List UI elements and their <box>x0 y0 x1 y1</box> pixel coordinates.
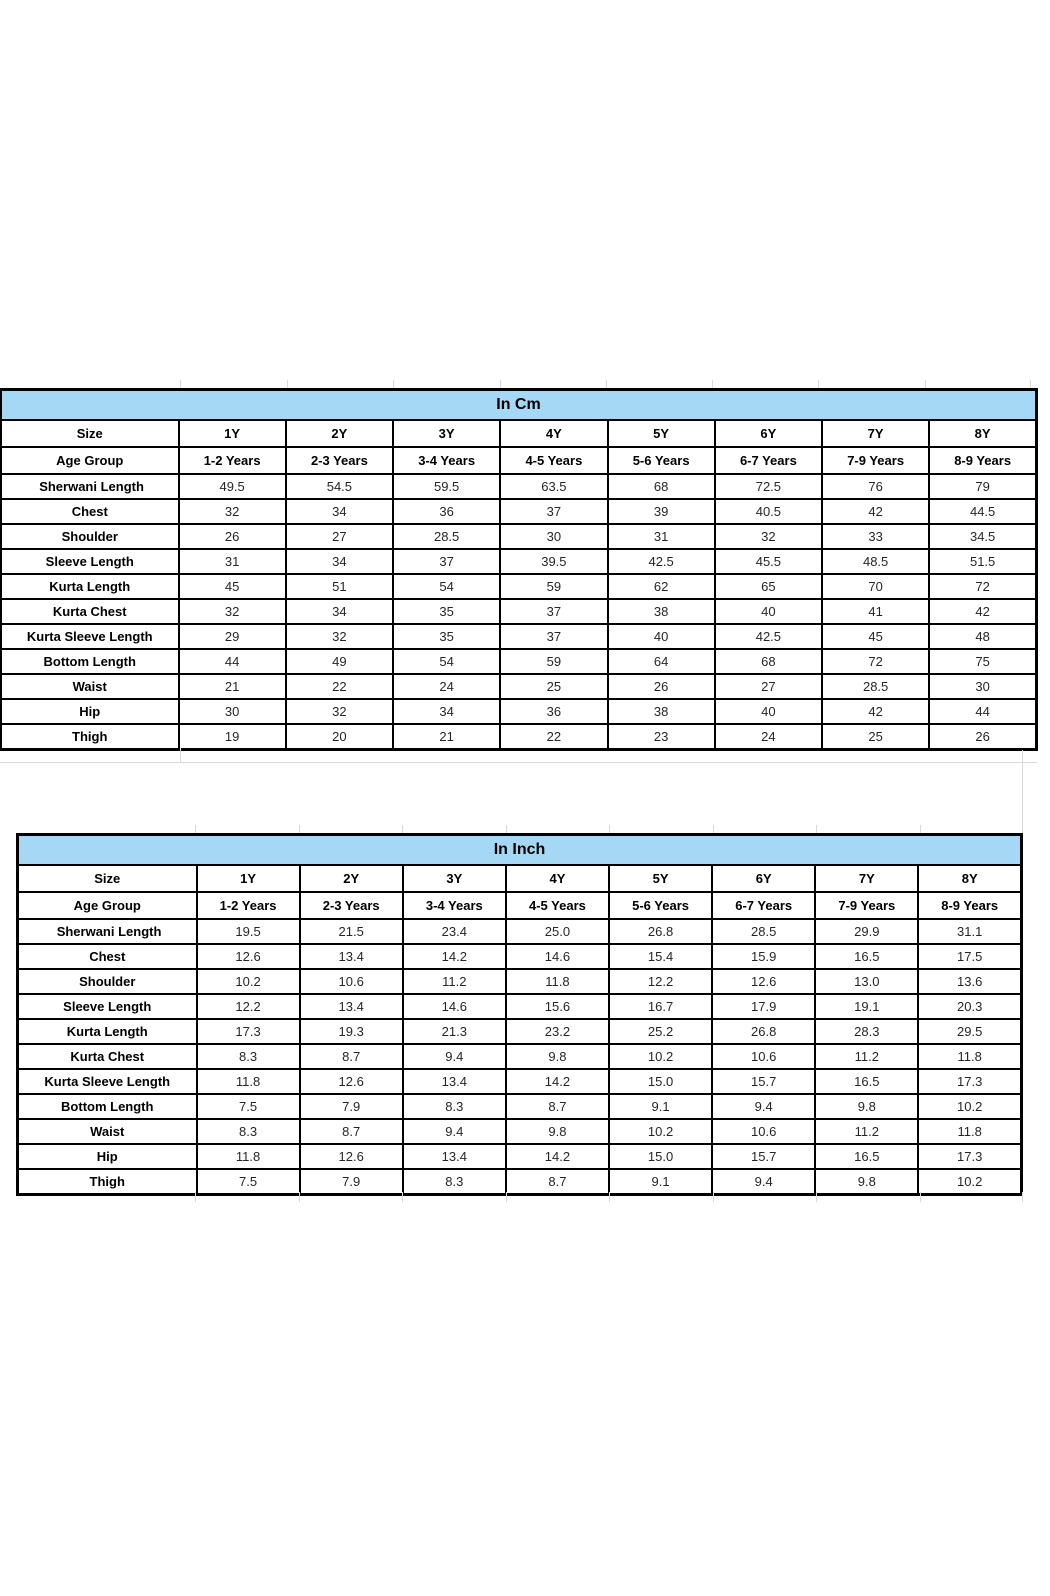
measurement-value-cell: 32 <box>286 699 393 724</box>
header-row <box>1 447 1037 474</box>
header-cell: 5Y <box>608 420 715 447</box>
measurement-label: Kurta Sleeve Length <box>18 1069 197 1094</box>
measurement-value-cell: 45 <box>822 624 929 649</box>
measurement-value-cell: 51 <box>286 574 393 599</box>
measurement-value-cell: 7.5 <box>197 1169 300 1194</box>
measurement-value-cell: 30 <box>500 524 607 549</box>
header-cell: 6-7 Years <box>715 447 822 474</box>
measurement-value-cell: 38 <box>608 699 715 724</box>
measurement-label: Kurta Length <box>1 574 179 599</box>
measurement-value-cell: 10.2 <box>918 1094 1021 1119</box>
measurement-value-cell: 72 <box>822 649 929 674</box>
measurement-value-cell: 15.0 <box>609 1069 712 1094</box>
measurement-value-cell: 45.5 <box>715 549 822 574</box>
header-row <box>18 865 1022 892</box>
spreadsheet-gridline <box>180 380 181 388</box>
measurement-value-cell: 68 <box>608 474 715 499</box>
measurement-value-cell: 9.4 <box>403 1044 506 1069</box>
measurement-value-cell: 40 <box>608 624 715 649</box>
measurement-row <box>1 624 1037 649</box>
table-title: In Inch <box>18 835 1022 866</box>
measurement-value-cell: 26.8 <box>609 919 712 944</box>
measurement-value-cell: 10.2 <box>609 1044 712 1069</box>
header-cell: 6Y <box>715 420 822 447</box>
measurement-value-cell: 39.5 <box>500 549 607 574</box>
measurement-value-cell: 49 <box>286 649 393 674</box>
measurement-value-cell: 40.5 <box>715 499 822 524</box>
measurement-value-cell: 14.2 <box>506 1069 609 1094</box>
measurement-value-cell: 16.5 <box>815 944 918 969</box>
spreadsheet-gridline <box>609 825 610 833</box>
spreadsheet-gridline <box>500 380 501 388</box>
measurement-value-cell: 34 <box>286 549 393 574</box>
header-cell: 2Y <box>300 865 403 892</box>
measurement-value-cell: 49.5 <box>179 474 286 499</box>
measurement-value-cell: 15.7 <box>712 1069 815 1094</box>
measurement-value-cell: 12.6 <box>300 1069 403 1094</box>
header-cell: 2-3 Years <box>300 892 403 919</box>
spreadsheet-gridline <box>713 825 714 833</box>
measurement-value-cell: 11.8 <box>918 1044 1021 1069</box>
measurement-row <box>1 599 1037 624</box>
measurement-value-cell: 10.2 <box>609 1119 712 1144</box>
measurement-row <box>1 474 1037 499</box>
measurement-value-cell: 7.5 <box>197 1094 300 1119</box>
header-cell: 8Y <box>918 865 1021 892</box>
header-cell: 7-9 Years <box>822 447 929 474</box>
spreadsheet-gridline <box>402 1192 403 1202</box>
measurement-value-cell: 25.0 <box>506 919 609 944</box>
measurement-value-cell: 59.5 <box>393 474 500 499</box>
spreadsheet-gridline <box>713 1192 714 1202</box>
measurement-value-cell: 28.5 <box>822 674 929 699</box>
spreadsheet-gridline <box>816 825 817 833</box>
measurement-value-cell: 25.2 <box>609 1019 712 1044</box>
measurement-value-cell: 9.1 <box>609 1094 712 1119</box>
header-cell: 5-6 Years <box>609 892 712 919</box>
measurement-value-cell: 37 <box>500 599 607 624</box>
measurement-value-cell: 11.8 <box>506 969 609 994</box>
measurement-row <box>18 1044 1022 1069</box>
measurement-value-cell: 31 <box>179 549 286 574</box>
measurement-value-cell: 42 <box>929 599 1036 624</box>
measurement-value-cell: 12.6 <box>712 969 815 994</box>
measurement-value-cell: 20 <box>286 724 393 749</box>
measurement-row <box>18 1144 1022 1169</box>
measurement-value-cell: 22 <box>286 674 393 699</box>
measurement-value-cell: 26 <box>608 674 715 699</box>
measurement-value-cell: 19 <box>179 724 286 749</box>
measurement-value-cell: 33 <box>822 524 929 549</box>
measurement-value-cell: 37 <box>500 499 607 524</box>
measurement-value-cell: 31.1 <box>918 919 1021 944</box>
measurement-value-cell: 14.6 <box>403 994 506 1019</box>
measurement-label: Sherwani Length <box>1 474 179 499</box>
measurement-row <box>1 524 1037 549</box>
measurement-row <box>1 574 1037 599</box>
measurement-value-cell: 11.2 <box>815 1119 918 1144</box>
spreadsheet-gridline <box>0 762 1037 763</box>
measurement-label: Bottom Length <box>1 649 179 674</box>
measurement-value-cell: 36 <box>500 699 607 724</box>
measurement-row <box>18 1019 1022 1044</box>
measurement-value-cell: 13.4 <box>403 1144 506 1169</box>
measurement-value-cell: 62 <box>608 574 715 599</box>
measurement-label: Kurta Chest <box>1 599 179 624</box>
measurement-value-cell: 19.1 <box>815 994 918 1019</box>
measurement-value-cell: 10.2 <box>918 1169 1021 1194</box>
spreadsheet-gridline <box>920 1192 921 1202</box>
measurement-value-cell: 21 <box>393 724 500 749</box>
header-row-label: Age Group <box>18 892 197 919</box>
measurement-value-cell: 21.3 <box>403 1019 506 1044</box>
measurement-value-cell: 9.8 <box>815 1169 918 1194</box>
measurement-value-cell: 17.3 <box>918 1069 1021 1094</box>
measurement-value-cell: 17.9 <box>712 994 815 1019</box>
measurement-value-cell: 12.6 <box>300 1144 403 1169</box>
measurement-label: Thigh <box>1 724 179 749</box>
header-cell: 6Y <box>712 865 815 892</box>
measurement-value-cell: 72 <box>929 574 1036 599</box>
header-cell: 7Y <box>822 420 929 447</box>
measurement-value-cell: 7.9 <box>300 1094 403 1119</box>
measurement-label: Sherwani Length <box>18 919 197 944</box>
header-cell: 1-2 Years <box>179 447 286 474</box>
measurement-value-cell: 41 <box>822 599 929 624</box>
measurement-value-cell: 37 <box>393 549 500 574</box>
header-cell: 4Y <box>500 420 607 447</box>
measurement-value-cell: 23.4 <box>403 919 506 944</box>
measurement-value-cell: 32 <box>715 524 822 549</box>
header-cell: 7Y <box>815 865 918 892</box>
spreadsheet-gridline <box>818 380 819 388</box>
measurement-value-cell: 12.6 <box>197 944 300 969</box>
spreadsheet-gridline <box>299 1192 300 1202</box>
measurement-value-cell: 28.3 <box>815 1019 918 1044</box>
measurement-value-cell: 8.3 <box>403 1169 506 1194</box>
measurement-value-cell: 44.5 <box>929 499 1036 524</box>
measurement-value-cell: 35 <box>393 599 500 624</box>
measurement-label: Kurta Sleeve Length <box>1 624 179 649</box>
measurement-value-cell: 23.2 <box>506 1019 609 1044</box>
measurement-value-cell: 13.0 <box>815 969 918 994</box>
measurement-value-cell: 42 <box>822 499 929 524</box>
measurement-value-cell: 28.5 <box>393 524 500 549</box>
measurement-label: Shoulder <box>1 524 179 549</box>
spreadsheet-gridline <box>609 1192 610 1202</box>
measurement-row <box>1 674 1037 699</box>
measurement-value-cell: 32 <box>179 499 286 524</box>
header-cell: 4Y <box>506 865 609 892</box>
measurement-row <box>18 1094 1022 1119</box>
measurement-label: Waist <box>18 1119 197 1144</box>
measurement-value-cell: 29.5 <box>918 1019 1021 1044</box>
header-cell: 3Y <box>393 420 500 447</box>
measurement-row <box>1 549 1037 574</box>
header-cell: 2Y <box>286 420 393 447</box>
spreadsheet-gridline <box>195 825 196 833</box>
measurement-value-cell: 30 <box>929 674 1036 699</box>
measurement-value-cell: 38 <box>608 599 715 624</box>
measurement-value-cell: 19.5 <box>197 919 300 944</box>
measurement-value-cell: 36 <box>393 499 500 524</box>
measurement-value-cell: 25 <box>822 724 929 749</box>
measurement-value-cell: 26 <box>179 524 286 549</box>
measurement-value-cell: 19.3 <box>300 1019 403 1044</box>
header-row-label: Size <box>1 420 179 447</box>
measurement-value-cell: 10.6 <box>300 969 403 994</box>
measurement-value-cell: 24 <box>393 674 500 699</box>
measurement-label: Shoulder <box>18 969 197 994</box>
measurement-value-cell: 14.2 <box>506 1144 609 1169</box>
measurement-value-cell: 11.8 <box>918 1119 1021 1144</box>
measurement-value-cell: 29 <box>179 624 286 649</box>
measurement-label: Sleeve Length <box>1 549 179 574</box>
header-cell: 1-2 Years <box>197 892 300 919</box>
measurement-value-cell: 11.8 <box>197 1069 300 1094</box>
measurement-value-cell: 15.4 <box>609 944 712 969</box>
measurement-row <box>18 944 1022 969</box>
measurement-value-cell: 34 <box>286 599 393 624</box>
measurement-value-cell: 34 <box>393 699 500 724</box>
measurement-value-cell: 14.2 <box>403 944 506 969</box>
measurement-value-cell: 14.6 <box>506 944 609 969</box>
measurement-value-cell: 51.5 <box>929 549 1036 574</box>
measurement-row <box>18 969 1022 994</box>
measurement-row <box>18 1169 1022 1194</box>
measurement-value-cell: 37 <box>500 624 607 649</box>
header-cell: 8Y <box>929 420 1036 447</box>
measurement-value-cell: 9.8 <box>506 1119 609 1144</box>
measurement-value-cell: 30 <box>179 699 286 724</box>
measurement-value-cell: 31 <box>608 524 715 549</box>
measurement-value-cell: 79 <box>929 474 1036 499</box>
measurement-value-cell: 15.0 <box>609 1144 712 1169</box>
measurement-value-cell: 45 <box>179 574 286 599</box>
measurement-value-cell: 10.6 <box>712 1119 815 1144</box>
measurement-value-cell: 34 <box>286 499 393 524</box>
measurement-value-cell: 44 <box>179 649 286 674</box>
measurement-value-cell: 17.3 <box>197 1019 300 1044</box>
measurement-label: Hip <box>18 1144 197 1169</box>
measurement-row <box>1 649 1037 674</box>
measurement-value-cell: 20.3 <box>918 994 1021 1019</box>
measurement-value-cell: 13.4 <box>300 944 403 969</box>
measurement-value-cell: 35 <box>393 624 500 649</box>
measurement-label: Hip <box>1 699 179 724</box>
measurement-value-cell: 48.5 <box>822 549 929 574</box>
header-cell: 4-5 Years <box>506 892 609 919</box>
measurement-value-cell: 32 <box>286 624 393 649</box>
measurement-value-cell: 8.7 <box>506 1094 609 1119</box>
measurement-value-cell: 13.6 <box>918 969 1021 994</box>
measurement-value-cell: 48 <box>929 624 1036 649</box>
measurement-value-cell: 17.3 <box>918 1144 1021 1169</box>
measurement-value-cell: 75 <box>929 649 1036 674</box>
measurement-label: Chest <box>18 944 197 969</box>
measurement-value-cell: 63.5 <box>500 474 607 499</box>
header-cell: 7-9 Years <box>815 892 918 919</box>
measurement-value-cell: 40 <box>715 699 822 724</box>
measurement-value-cell: 11.2 <box>815 1044 918 1069</box>
header-cell: 1Y <box>197 865 300 892</box>
header-cell: 4-5 Years <box>500 447 607 474</box>
measurement-value-cell: 9.4 <box>403 1119 506 1144</box>
spreadsheet-gridline <box>506 1192 507 1202</box>
measurement-value-cell: 54.5 <box>286 474 393 499</box>
measurement-value-cell: 15.7 <box>712 1144 815 1169</box>
measurement-value-cell: 59 <box>500 649 607 674</box>
measurement-value-cell: 39 <box>608 499 715 524</box>
measurement-value-cell: 8.3 <box>197 1044 300 1069</box>
header-row <box>18 892 1022 919</box>
measurement-value-cell: 11.2 <box>403 969 506 994</box>
spreadsheet-gridline <box>606 380 607 388</box>
measurement-value-cell: 10.2 <box>197 969 300 994</box>
measurement-value-cell: 16.7 <box>609 994 712 1019</box>
header-cell: 3-4 Years <box>393 447 500 474</box>
measurement-value-cell: 29.9 <box>815 919 918 944</box>
measurement-value-cell: 8.7 <box>506 1169 609 1194</box>
measurement-value-cell: 68 <box>715 649 822 674</box>
measurement-row <box>18 919 1022 944</box>
spreadsheet-gridline <box>393 380 394 388</box>
size-chart-table-cm <box>0 388 1038 751</box>
measurement-value-cell: 8.7 <box>300 1119 403 1144</box>
spreadsheet-gridline <box>1022 1192 1023 1202</box>
measurement-value-cell: 13.4 <box>300 994 403 1019</box>
measurement-value-cell: 8.7 <box>300 1044 403 1069</box>
measurement-value-cell: 15.6 <box>506 994 609 1019</box>
header-cell: 5Y <box>609 865 712 892</box>
measurement-value-cell: 26.8 <box>712 1019 815 1044</box>
measurement-label: Sleeve Length <box>18 994 197 1019</box>
measurement-value-cell: 13.4 <box>403 1069 506 1094</box>
measurement-value-cell: 9.4 <box>712 1094 815 1119</box>
measurement-value-cell: 27 <box>286 524 393 549</box>
measurement-value-cell: 22 <box>500 724 607 749</box>
measurement-value-cell: 70 <box>822 574 929 599</box>
header-cell: 3-4 Years <box>403 892 506 919</box>
header-cell: 1Y <box>179 420 286 447</box>
measurement-row <box>1 499 1037 524</box>
measurement-value-cell: 76 <box>822 474 929 499</box>
measurement-value-cell: 16.5 <box>815 1069 918 1094</box>
spreadsheet-gridline <box>920 825 921 833</box>
measurement-value-cell: 9.4 <box>712 1169 815 1194</box>
measurement-value-cell: 59 <box>500 574 607 599</box>
measurement-value-cell: 25 <box>500 674 607 699</box>
header-row-label: Age Group <box>1 447 179 474</box>
measurement-value-cell: 28.5 <box>712 919 815 944</box>
measurement-value-cell: 54 <box>393 574 500 599</box>
header-cell: 8-9 Years <box>929 447 1036 474</box>
header-cell: 5-6 Years <box>608 447 715 474</box>
measurement-value-cell: 11.8 <box>197 1144 300 1169</box>
spreadsheet-gridline <box>402 825 403 833</box>
measurement-label: Waist <box>1 674 179 699</box>
measurement-value-cell: 8.3 <box>403 1094 506 1119</box>
measurement-row <box>18 1069 1022 1094</box>
measurement-value-cell: 42.5 <box>715 624 822 649</box>
spreadsheet-gridline <box>1030 380 1031 388</box>
measurement-value-cell: 9.8 <box>506 1044 609 1069</box>
measurement-row <box>18 994 1022 1019</box>
spreadsheet-gridline <box>925 380 926 388</box>
measurement-value-cell: 42.5 <box>608 549 715 574</box>
measurement-value-cell: 9.1 <box>609 1169 712 1194</box>
header-row <box>1 420 1037 447</box>
measurement-value-cell: 27 <box>715 674 822 699</box>
spreadsheet-gridline <box>180 748 181 762</box>
measurement-row <box>1 699 1037 724</box>
measurement-value-cell: 26 <box>929 724 1036 749</box>
measurement-value-cell: 21 <box>179 674 286 699</box>
measurement-value-cell: 44 <box>929 699 1036 724</box>
measurement-label: Kurta Chest <box>18 1044 197 1069</box>
spreadsheet-gridline <box>299 825 300 833</box>
header-row-label: Size <box>18 865 197 892</box>
measurement-value-cell: 16.5 <box>815 1144 918 1169</box>
measurement-value-cell: 12.2 <box>609 969 712 994</box>
measurement-value-cell: 64 <box>608 649 715 674</box>
measurement-value-cell: 42 <box>822 699 929 724</box>
measurement-value-cell: 21.5 <box>300 919 403 944</box>
measurement-value-cell: 12.2 <box>197 994 300 1019</box>
spreadsheet-gridline <box>195 1192 196 1202</box>
size-chart-table-inch <box>16 833 1023 1196</box>
measurement-value-cell: 10.6 <box>712 1044 815 1069</box>
measurement-value-cell: 34.5 <box>929 524 1036 549</box>
header-cell: 3Y <box>403 865 506 892</box>
measurement-label: Chest <box>1 499 179 524</box>
spreadsheet-gridline <box>506 825 507 833</box>
measurement-value-cell: 40 <box>715 599 822 624</box>
measurement-value-cell: 24 <box>715 724 822 749</box>
measurement-value-cell: 15.9 <box>712 944 815 969</box>
header-cell: 6-7 Years <box>712 892 815 919</box>
measurement-label: Thigh <box>18 1169 197 1194</box>
header-cell: 2-3 Years <box>286 447 393 474</box>
measurement-value-cell: 72.5 <box>715 474 822 499</box>
table-title: In Cm <box>1 390 1037 421</box>
measurement-value-cell: 54 <box>393 649 500 674</box>
measurement-value-cell: 8.3 <box>197 1119 300 1144</box>
measurement-value-cell: 7.9 <box>300 1169 403 1194</box>
spreadsheet-gridline <box>1022 750 1023 833</box>
spreadsheet-gridline <box>816 1192 817 1202</box>
measurement-value-cell: 65 <box>715 574 822 599</box>
spreadsheet-gridline <box>712 380 713 388</box>
spreadsheet-gridline <box>287 380 288 388</box>
header-cell: 8-9 Years <box>918 892 1021 919</box>
measurement-row <box>1 724 1037 749</box>
measurement-label: Kurta Length <box>18 1019 197 1044</box>
measurement-value-cell: 23 <box>608 724 715 749</box>
measurement-value-cell: 9.8 <box>815 1094 918 1119</box>
measurement-label: Bottom Length <box>18 1094 197 1119</box>
measurement-value-cell: 32 <box>179 599 286 624</box>
measurement-value-cell: 17.5 <box>918 944 1021 969</box>
measurement-row <box>18 1119 1022 1144</box>
